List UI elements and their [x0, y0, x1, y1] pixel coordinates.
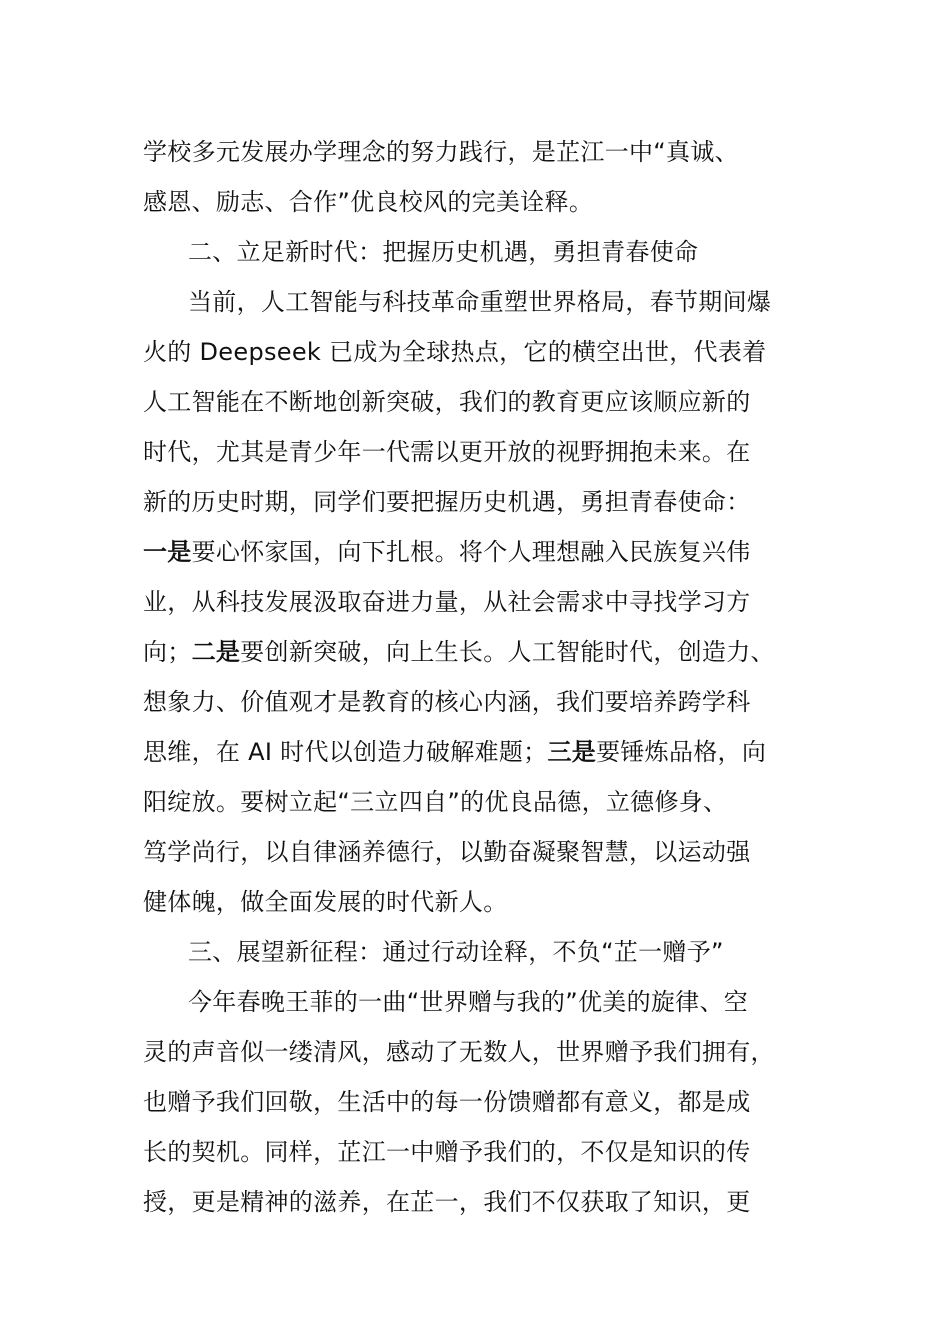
text-line: 长的契机。同样，芷江一中赠予我们的，不仅是知识的传: [143, 1138, 751, 1166]
text-line: 学校多元发展办学理念的努力践行，是芷江一中“真诚、: [143, 138, 739, 166]
text-line: 想象力、价值观才是教育的核心内涵，我们要培养跨学科: [143, 688, 751, 716]
bold-marker-first: 一是: [143, 538, 192, 566]
text-line: 笃学尚行，以自律涵养德行，以勤奋凝聚智慧，以运动强: [143, 838, 751, 866]
section-heading-3: 三、展望新征程：通过行动诠释，不负“芷一赠予”: [188, 938, 724, 966]
text-segment: 要创新突破，向上生长。人工智能时代，创造力、: [240, 638, 775, 666]
text-line: 业，从科技发展汲取奋进力量，从社会需求中寻找学习方: [143, 588, 751, 616]
text-line: 健体魄，做全面发展的时代新人。: [143, 888, 508, 916]
bold-marker-second: 二是: [191, 638, 241, 666]
text-segment: 思维，在 AI 时代以创造力破解难题；: [143, 738, 548, 766]
text-line: 时代，尤其是青少年一代需以更开放的视野拥抱未来。在: [143, 438, 751, 466]
text-line: 今年春晚王菲的一曲“世界赠与我的”优美的旋律、空: [188, 988, 749, 1016]
text-line: 也赠予我们回敬，生活中的每一份馈赠都有意义，都是成: [143, 1088, 751, 1116]
text-line: [143, 536, 823, 568]
text-line: [143, 636, 823, 668]
text-line: 感恩、励志、合作”优良校风的完美诠释。: [143, 188, 594, 216]
text-segment: 要心怀家国，向下扎根。将个人理想融入民族复兴伟: [191, 538, 751, 566]
text-line: 阳绽放。要树立起“三立四自”的优良品德，立德修身、: [143, 788, 728, 816]
text-line: 火的 Deepseek 已成为全球热点，它的横空出世，代表着: [143, 338, 767, 366]
text-line: 授，更是精神的滋养，在芷一，我们不仅获取了知识，更: [143, 1188, 751, 1216]
text-line: 人工智能在不断地创新突破，我们的教育更应该顺应新的: [143, 388, 751, 416]
text-line: 新的历史时期，同学们要把握历史机遇，勇担青春使命：: [143, 488, 751, 516]
text-line: 当前，人工智能与科技革命重塑世界格局，春节期间爆: [188, 288, 772, 316]
text-line: [143, 736, 823, 768]
text-segment: 要锤炼品格，向: [596, 738, 767, 766]
text-line: 灵的声音似一缕清风，感动了无数人，世界赠予我们拥有，: [143, 1038, 775, 1066]
section-heading-2: 二、立足新时代：把握历史机遇，勇担青春使命: [188, 238, 699, 266]
text-segment: 向；: [143, 638, 192, 666]
bold-marker-third: 三是: [547, 738, 597, 766]
